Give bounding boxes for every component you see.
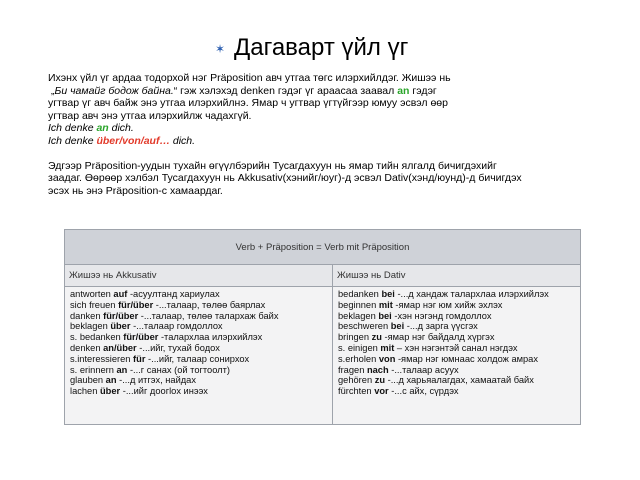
preposition-text: mit bbox=[380, 342, 395, 353]
preposition-text: zu bbox=[371, 332, 382, 343]
table-body bbox=[65, 287, 580, 424]
intro-line-1: Ихэнх үйл үг ардаа тодорхой нэг Präposition авч утгаа төгс илэрхийлдэг. Жишээ нь bbox=[48, 72, 451, 84]
preposition-text: für/über bbox=[103, 310, 139, 321]
meaning-text: -асуултанд хариулах bbox=[127, 289, 220, 299]
preposition-text: über bbox=[110, 321, 131, 332]
akkusativ-list bbox=[65, 287, 333, 424]
example-1 bbox=[48, 122, 608, 135]
col-dativ-header: Жишээ нь Dativ bbox=[337, 270, 406, 281]
col-akkusativ-header: Жишээ нь Akkusativ bbox=[65, 265, 333, 286]
meaning-text: -...д зарга үүсгэх bbox=[404, 321, 478, 332]
preposition-text: für/über bbox=[123, 332, 159, 343]
quote-open: „ bbox=[51, 84, 55, 97]
table-row bbox=[338, 343, 576, 354]
verb-text: beklagen bbox=[338, 310, 379, 321]
verb-text: s.interessieren bbox=[70, 353, 134, 364]
preposition-text: auf bbox=[113, 289, 128, 299]
preposition-text: nach bbox=[366, 364, 389, 375]
para2-line-3: эсэх нь энэ Präposition-с хамаардаг. bbox=[48, 184, 223, 197]
meaning-text: – хэн нэгэнтэй санал нэгдэх bbox=[394, 342, 518, 353]
table-row bbox=[70, 375, 328, 386]
verb-text: beschweren bbox=[338, 321, 391, 332]
table-row bbox=[338, 300, 576, 311]
preposition-text: bei bbox=[381, 289, 395, 299]
table-row bbox=[338, 365, 576, 376]
verb-text: s.erholen bbox=[338, 353, 379, 364]
verb-text: bedanken bbox=[338, 289, 382, 299]
verb-text: s. bedanken bbox=[70, 332, 124, 343]
table-row bbox=[70, 365, 328, 376]
preposition-text: für bbox=[133, 353, 146, 364]
example-2-end: dich. bbox=[169, 134, 196, 147]
intro-text bbox=[48, 72, 608, 197]
meaning-text: -ямар нэг юмнаас холдож амрах bbox=[395, 353, 539, 364]
preposition-text: von bbox=[378, 353, 396, 364]
para2-line-1: Эдгээр Präposition-уудын тухайн өгүүлбэрийн Тусагдахуун нь ямар тийн ялгалд бичигдэхийг bbox=[48, 159, 497, 172]
table-row bbox=[338, 321, 576, 332]
example-1-start: Ich denke bbox=[48, 122, 97, 135]
table-row bbox=[338, 311, 576, 322]
intro-line-2-end: гэдэг bbox=[409, 84, 437, 97]
meaning-text: -...д хандаж талархлаа илэрхийлэх bbox=[394, 289, 549, 299]
example-2 bbox=[48, 135, 608, 148]
meaning-text: -...д харьяалагдах, хамаатай байх bbox=[385, 375, 534, 386]
verb-preposition-table bbox=[64, 229, 581, 425]
example-2-start: Ich denke bbox=[48, 134, 97, 147]
verb-text: antworten bbox=[70, 289, 114, 299]
verb-text: beklagen bbox=[70, 321, 111, 332]
intro-line-3: угтвар үг авч байж энэ утгаа илэрхийлнэ. Ямар ч угтвар үгтүйгээр юмуу эсвэл өөр bbox=[48, 97, 448, 110]
verb-text: fürchten bbox=[338, 386, 375, 397]
verb-text: sich freuen bbox=[70, 299, 119, 310]
preposition-text: bei bbox=[378, 310, 392, 321]
verb-text: danken bbox=[70, 310, 104, 321]
verb-text: beginnen bbox=[338, 299, 379, 310]
intro-line-4: угтвар авч энэ утгаа илэрхийлж чадахгүй. bbox=[48, 109, 252, 122]
example-2-wrong-preps: über/von/auf… bbox=[96, 134, 170, 147]
meaning-text: -...талаар, төлөө баярлах bbox=[153, 299, 266, 310]
preposition-text: an bbox=[116, 364, 128, 375]
table-row bbox=[70, 311, 328, 322]
star-bullet-icon: ✶ bbox=[215, 42, 226, 56]
table-row bbox=[338, 354, 576, 365]
meaning-text: -...ийг, тухай бодох bbox=[136, 342, 220, 353]
table-row bbox=[70, 332, 328, 343]
dativ-list bbox=[333, 287, 580, 424]
preposition-text: vor bbox=[374, 386, 389, 397]
table-row bbox=[338, 289, 576, 300]
example-1-prep: an bbox=[96, 122, 109, 135]
highlight-an: an bbox=[397, 84, 410, 97]
table-row bbox=[338, 332, 576, 343]
table-row bbox=[338, 386, 576, 397]
preposition-text: über bbox=[99, 386, 121, 397]
verb-text: fragen bbox=[338, 364, 367, 375]
meaning-text: -...талаар, төлөө талархаж байх bbox=[138, 310, 279, 321]
table-row bbox=[70, 386, 328, 397]
slide-title: Дагаварт үйл үг bbox=[234, 34, 409, 61]
intro-line-2 bbox=[48, 85, 608, 98]
quoted-sentence: Би чамайг бодож байна. bbox=[54, 84, 174, 97]
meaning-text: -...д итгэх, найдах bbox=[116, 375, 197, 386]
meaning-text: -хэн нэгэнд гомдоллох bbox=[391, 310, 492, 321]
table-row bbox=[70, 343, 328, 354]
verb-text: bringen bbox=[338, 332, 372, 343]
table-row bbox=[338, 375, 576, 386]
meaning-text: -...ийг, талаар сонирхох bbox=[145, 353, 250, 364]
verb-text: gehören bbox=[338, 375, 375, 386]
preposition-text: zu bbox=[374, 375, 386, 386]
preposition-text: für/über bbox=[118, 299, 154, 310]
preposition-text: an bbox=[105, 375, 117, 386]
meaning-text: -...талаар гомдоллох bbox=[130, 321, 223, 332]
meaning-text: -талархлаа илэрхийлэх bbox=[158, 332, 263, 343]
example-1-end: dich. bbox=[108, 122, 134, 135]
preposition-text: mit bbox=[378, 299, 393, 310]
meaning-text: -...ийг доогloх инээх bbox=[120, 386, 208, 397]
meaning-text: -ямар нэг юм хийж эхлэх bbox=[392, 299, 503, 310]
verb-text: denken bbox=[70, 342, 104, 353]
table-row bbox=[70, 300, 328, 311]
table-row bbox=[70, 289, 328, 300]
meaning-text: -...г санах (ой тогтоолт) bbox=[127, 364, 230, 375]
para2-line-2: заадаг. Өөрөөр хэлбэл Тусагдахуун нь Akkusativ(хэнийг/юуг)-д эсвэл Dativ(хэнд/юунд)-д бичигдэх bbox=[48, 172, 522, 185]
table-header: Verb + Präposition = Verb mit Präposition bbox=[65, 230, 580, 265]
meaning-text: -...с айх, сүрдэх bbox=[388, 386, 459, 397]
table-column-headers bbox=[65, 265, 580, 287]
verb-text: s. erinnern bbox=[70, 364, 117, 375]
table-row bbox=[70, 354, 328, 365]
verb-text: lachen bbox=[70, 386, 100, 397]
preposition-text: an/über bbox=[103, 342, 137, 353]
preposition-text: bei bbox=[390, 321, 405, 332]
verb-text: s. einigen bbox=[338, 342, 381, 353]
intro-line-2-mid: “ гэж хэлэхэд denken гэдэг үг араасаа заавал bbox=[173, 84, 398, 97]
meaning-text: -...талаар асуух bbox=[388, 364, 459, 375]
verb-text: glauben bbox=[70, 375, 106, 386]
meaning-text: -ямар нэг байдалд хүргэх bbox=[381, 332, 495, 343]
table-row bbox=[70, 321, 328, 332]
